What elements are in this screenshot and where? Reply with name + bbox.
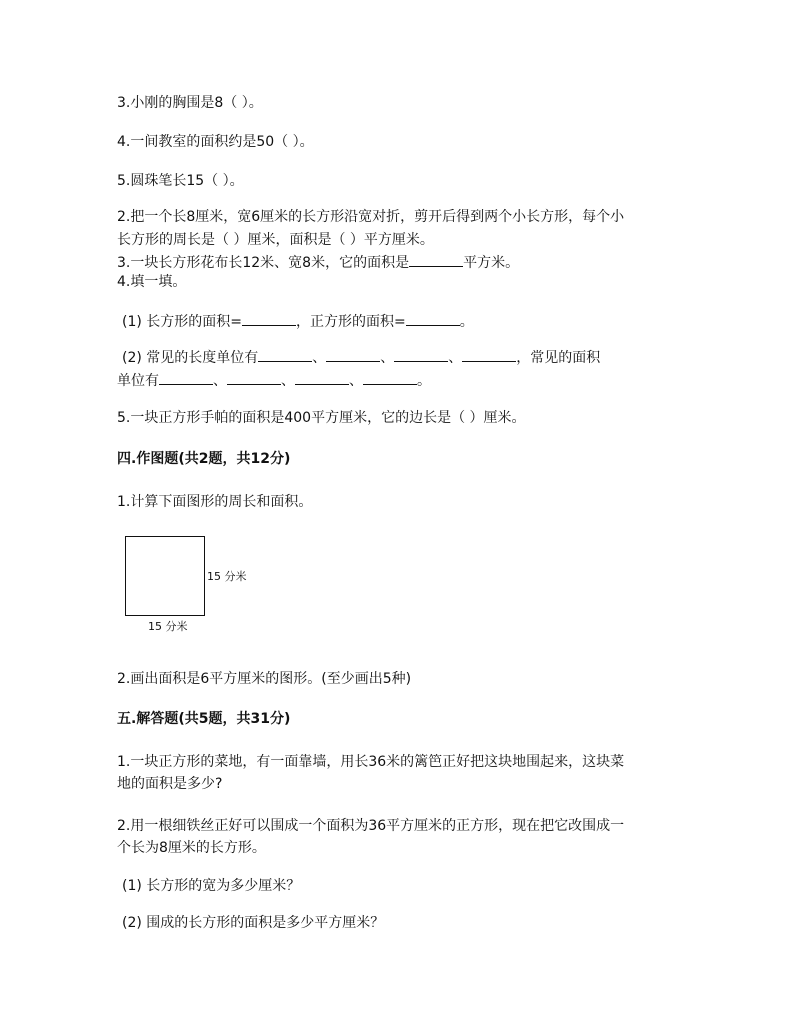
separator: 、 <box>380 350 395 366</box>
question-chest-size: 3.小刚的胸围是8（ ）。 <box>117 95 263 111</box>
question-classroom-area: 4.一间教室的面积约是50（ ）。 <box>117 134 314 150</box>
answer-blank <box>462 347 516 362</box>
subquestion-units-line1 <box>122 347 600 368</box>
period: 。 <box>459 314 474 330</box>
question-cloth-area <box>117 252 519 273</box>
question-vegetable-plot-line2: 地的面积是多少? <box>117 776 223 792</box>
length-units-label: (2) 常见的长度单位有 <box>122 350 259 366</box>
answer-blank <box>258 347 312 362</box>
units-label: 单位有 <box>117 373 159 389</box>
section-heading-solutions: 五.解答题(共5题，共31分) <box>117 711 291 727</box>
answer-blank <box>159 370 213 385</box>
question-pen-length: 5.圆珠笔长15（ ）。 <box>117 173 244 189</box>
square-figure <box>125 536 205 616</box>
answer-blank <box>242 311 296 326</box>
question-vegetable-plot-line1: 1.一块正方形的菜地，有一面靠墙，用长36米的篱笆正好把这块地围起来，这块菜 <box>117 754 625 770</box>
cloth-area-text: 3.一块长方形花布长12米、宽8米，它的面积是 <box>117 255 410 271</box>
square-side-label-right: 15 分米 <box>207 570 247 583</box>
separator: 、 <box>281 373 295 389</box>
separator: 、 <box>448 350 463 366</box>
cloth-area-unit: 平方米。 <box>463 255 520 271</box>
square-area-label: ，正方形的面积= <box>296 314 406 330</box>
answer-blank <box>394 347 448 362</box>
question-square-perimeter: 1.计算下面图形的周长和面积。 <box>117 494 313 510</box>
area-units-label: ，常见的面积 <box>516 350 601 366</box>
answer-blank <box>227 370 281 385</box>
separator: 、 <box>213 373 227 389</box>
question-draw-shapes: 2.画出面积是6平方厘米的图形。(至少画出5种) <box>117 671 412 687</box>
rect-area-label: (1) 长方形的面积= <box>122 314 243 330</box>
subquestion-area-formulas <box>122 311 474 332</box>
question-fold-rectangle-line2: 长方形的周长是（ ）厘米，面积是（ ）平方厘米。 <box>117 232 434 248</box>
answer-blank <box>326 347 380 362</box>
section-heading-drawing: 四.作图题(共2题，共12分) <box>117 451 291 467</box>
separator: 、 <box>349 373 363 389</box>
subquestion-rect-width: (1) 长方形的宽为多少厘米？ <box>122 878 301 894</box>
period: 。 <box>417 373 431 389</box>
question-wire-line1: 2.用一根细铁丝正好可以围成一个面积为36平方厘米的正方形，现在把它改围成一 <box>117 818 625 834</box>
separator: 、 <box>312 350 327 366</box>
question-handkerchief: 5.一块正方形手帕的面积是400平方厘米，它的边长是（ ）厘米。 <box>117 410 526 426</box>
subquestion-rect-area: (2) 围成的长方形的面积是多少平方厘米？ <box>122 915 385 931</box>
answer-blank <box>409 252 463 267</box>
subquestion-units-line2 <box>117 370 431 391</box>
answer-blank <box>363 370 417 385</box>
question-fold-rectangle-line1: 2.把一个长8厘米，宽6厘米的长方形沿宽对折，剪开后得到两个小长方形，每个小 <box>117 209 625 225</box>
square-side-label-bottom: 15 分米 <box>148 620 188 633</box>
question-wire-line2: 个长为8厘米的长方形。 <box>117 840 266 856</box>
question-fill-in: 4.填一填。 <box>117 274 187 290</box>
answer-blank <box>406 311 460 326</box>
answer-blank <box>295 370 349 385</box>
